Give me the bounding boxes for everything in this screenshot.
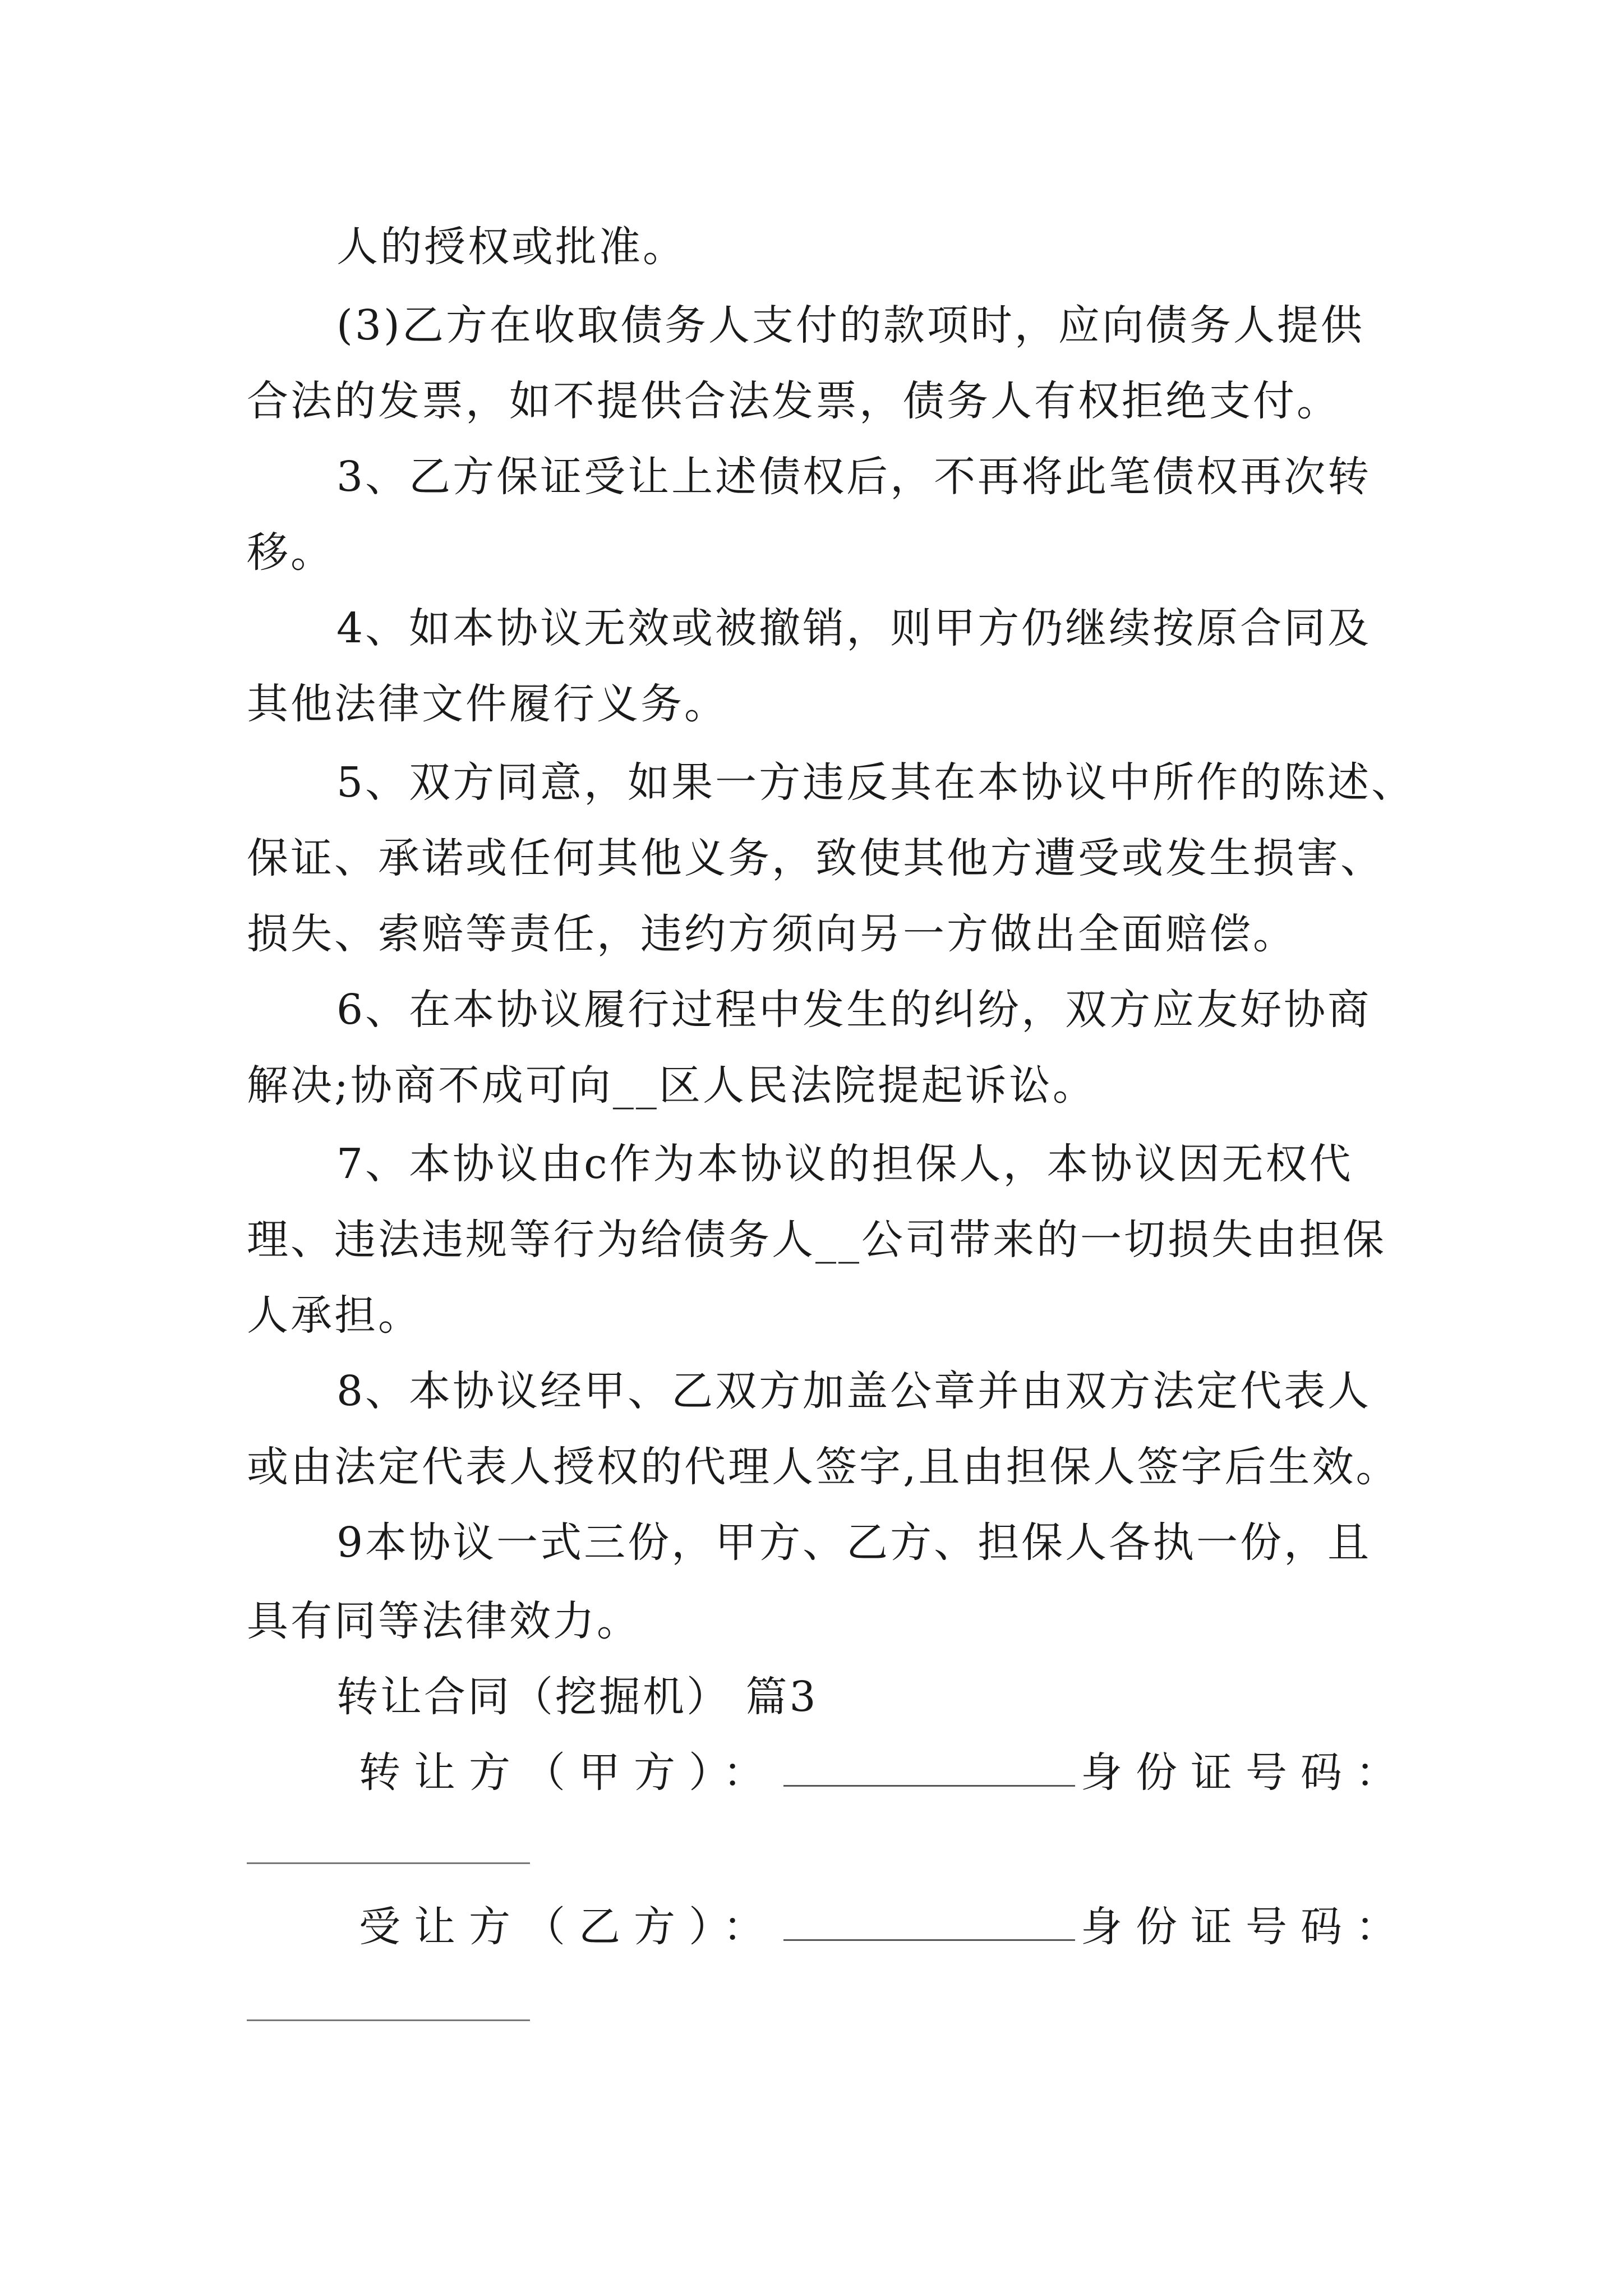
text-line: 理、违法违规等行为给债务人__公司带来的一切损失由担保 [247, 1216, 1386, 1264]
transferee-label: 受让方（乙方）： [359, 1903, 778, 1951]
transferor-row [359, 1745, 1410, 1801]
text-line: 5、双方同意，如果一方违反其在本协议中所作的陈述、 [336, 758, 1415, 807]
text-line: 人承担。 [247, 1291, 422, 1340]
text-line: 保证、承诺或任何其他义务，致使其他方遭受或发生损害、 [247, 834, 1384, 882]
transferee-row [359, 1899, 1410, 1955]
text-line: 4、如本协议无效或被撤销，则甲方仍继续按原合同及 [336, 604, 1372, 652]
transferor-label: 转让方（甲方）： [359, 1749, 778, 1797]
text-line: (3)乙方在收取债务人支付的款项时，应向债务人提供 [336, 301, 1364, 349]
transferee-id-label: 身份证号码： [1081, 1903, 1410, 1951]
transferor-name-field[interactable] [783, 1751, 1075, 1787]
transferor-id-label: 身份证号码： [1081, 1749, 1410, 1797]
transferee-id-field[interactable] [247, 2019, 530, 2021]
transferor-id-field[interactable] [247, 1862, 530, 1864]
text-line: 人的授权或批准。 [336, 223, 686, 271]
text-line: 合法的发票，如不提供合法发票，债务人有权拒绝支付。 [247, 377, 1340, 425]
text-line: 损失、索赔等责任，违约方须向另一方做出全面赔偿。 [247, 910, 1297, 958]
text-line: 解决;协商不成可向__区人民法院提起诉讼。 [247, 1061, 1096, 1110]
section-heading: 转让合同（挖掘机） 篇3 [336, 1673, 818, 1721]
text-line: 9本协议一式三份，甲方、乙方、担保人各执一份，且 [336, 1519, 1372, 1567]
text-line: 移。 [247, 528, 334, 577]
text-line: 3、乙方保证受让上述债权后，不再将此笔债权再次转 [336, 453, 1372, 501]
transferee-name-field[interactable] [783, 1906, 1075, 1941]
text-line: 具有同等法律效力。 [247, 1597, 640, 1645]
text-line: 或由法定代表人授权的代理人签字,且由担保人签字后生效。 [247, 1443, 1400, 1491]
text-line: 8、本协议经甲、乙双方加盖公章并由双方法定代表人 [336, 1367, 1372, 1415]
text-line: 其他法律文件履行义务。 [247, 680, 728, 728]
text-line: 7、本协议由c作为本协议的担保人，本协议因无权代 [336, 1140, 1353, 1188]
text-line: 6、在本协议履行过程中发生的纠纷，双方应友好协商 [336, 986, 1372, 1034]
